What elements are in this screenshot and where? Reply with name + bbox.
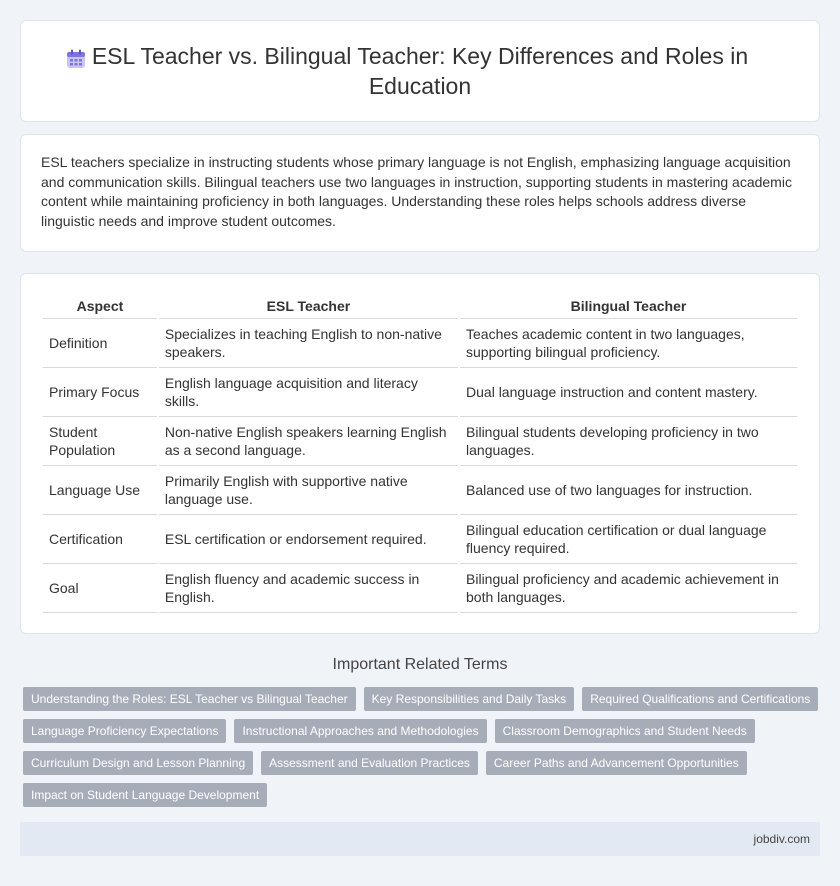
header-aspect: Aspect	[43, 294, 157, 319]
cell-aspect: Student Population	[43, 417, 157, 466]
cell-esl: English language acquisition and literacy skills.	[159, 368, 458, 417]
cell-bilingual: Dual language instruction and content mastery.	[460, 368, 797, 417]
related-term-tag[interactable]: Assessment and Evaluation Practices	[261, 751, 478, 775]
related-terms-list	[23, 687, 823, 807]
related-term-tag[interactable]: Language Proficiency Expectations	[23, 719, 226, 743]
header-card	[20, 20, 820, 122]
header-bilingual-teacher: Bilingual Teacher	[460, 294, 797, 319]
cell-bilingual: Bilingual education certification or dual language fluency required.	[460, 515, 797, 564]
table-row	[43, 368, 797, 417]
cell-esl: Primarily English with supportive native language use.	[159, 466, 458, 515]
comparison-table	[41, 294, 799, 613]
cell-bilingual: Balanced use of two languages for instruction.	[460, 466, 797, 515]
footer-site-link[interactable]: jobdiv.com	[753, 832, 810, 846]
related-term-tag[interactable]: Required Qualifications and Certifications	[582, 687, 818, 711]
related-terms-title: Important Related Terms	[332, 656, 508, 673]
page-title: ESL Teacher vs. Bilingual Teacher: Key Differences and Roles in Education	[91, 43, 749, 99]
related-term-tag[interactable]: Impact on Student Language Development	[23, 783, 267, 807]
intro-text: ESL teachers specialize in instructing students whose primary language is not English, emphasizing language acquisition and communication skills. Bilingual teachers use two languages in instruction, supporting students in mastering academic content while maintaining proficiency in both languages. Understanding these roles helps schools address diverse linguistic needs and improve student outcomes.	[41, 154, 792, 229]
related-term-tag[interactable]: Classroom Demographics and Student Needs	[495, 719, 755, 743]
cell-aspect: Primary Focus	[43, 368, 157, 417]
table-row	[43, 515, 797, 564]
table-row	[43, 564, 797, 613]
related-term-tag[interactable]: Understanding the Roles: ESL Teacher vs Bilingual Teacher	[23, 687, 356, 711]
cell-aspect: Language Use	[43, 466, 157, 515]
cell-aspect: Goal	[43, 564, 157, 613]
cell-esl: ESL certification or endorsement required.	[159, 515, 458, 564]
table-row	[43, 319, 797, 368]
cell-esl: Specializes in teaching English to non-native speakers.	[159, 319, 458, 368]
comparison-card	[20, 273, 820, 634]
related-term-tag[interactable]: Curriculum Design and Lesson Planning	[23, 751, 253, 775]
footer	[20, 822, 820, 856]
related-term-tag[interactable]: Instructional Approaches and Methodologies	[234, 719, 486, 743]
table-row	[43, 466, 797, 515]
cell-bilingual: Bilingual proficiency and academic achievement in both languages.	[460, 564, 797, 613]
table-header-row	[43, 294, 797, 319]
cell-aspect: Definition	[43, 319, 157, 368]
header-esl-teacher: ESL Teacher	[159, 294, 458, 319]
cell-esl: Non-native English speakers learning English as a second language.	[159, 417, 458, 466]
cell-esl: English fluency and academic success in English.	[159, 564, 458, 613]
related-term-tag[interactable]: Key Responsibilities and Daily Tasks	[364, 687, 575, 711]
related-term-tag[interactable]: Career Paths and Advancement Opportunities	[486, 751, 747, 775]
cell-bilingual: Teaches academic content in two languages, supporting bilingual proficiency.	[460, 319, 797, 368]
cell-aspect: Certification	[43, 515, 157, 564]
intro-card	[20, 134, 820, 252]
table-row	[43, 417, 797, 466]
cell-bilingual: Bilingual students developing proficiency in two languages.	[460, 417, 797, 466]
